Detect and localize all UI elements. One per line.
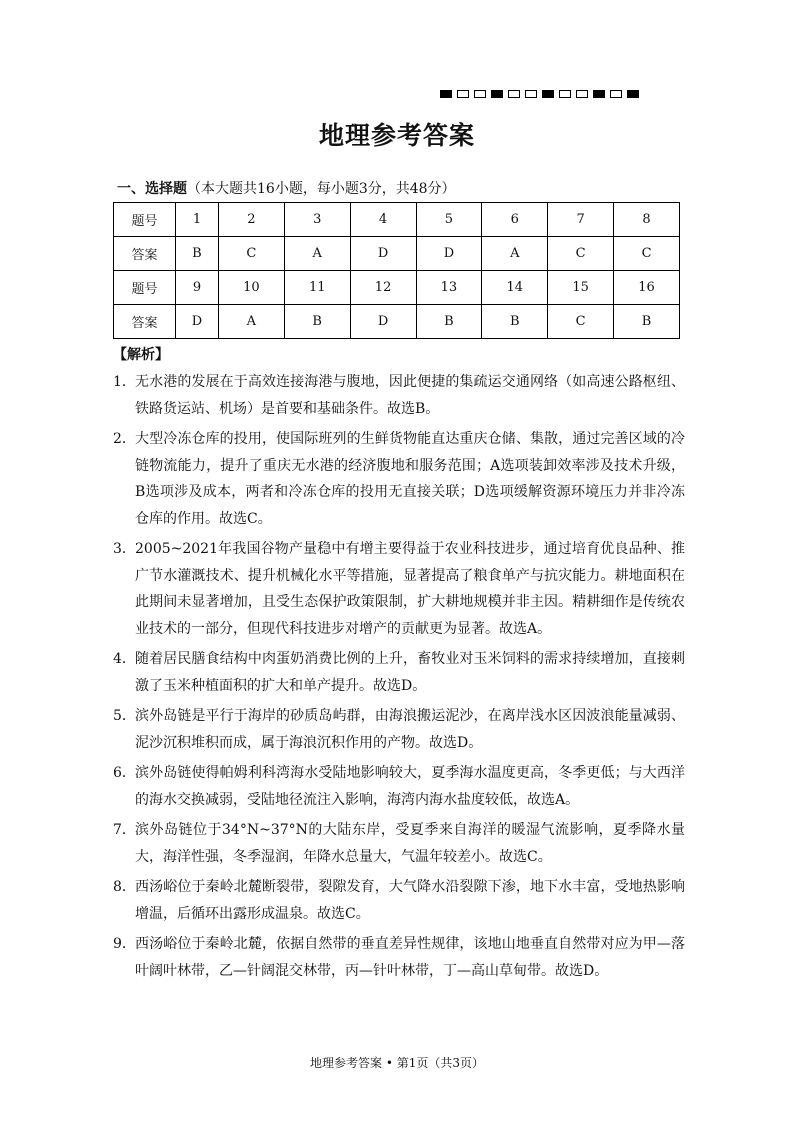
table-cell: 2 — [218, 203, 284, 237]
table-cell: 3 — [284, 203, 350, 237]
table-cell: B — [614, 305, 680, 339]
table-cell: 8 — [614, 203, 680, 237]
section-label: 一、选择题 — [117, 181, 187, 197]
hollow-square-mark — [474, 90, 486, 98]
table-cell: C — [548, 237, 614, 271]
table-cell: A — [284, 237, 350, 271]
filled-square-mark — [440, 90, 452, 98]
analysis-item — [113, 646, 685, 699]
item-text: 大型冷冻仓库的投用，使国际班列的生鲜货物能直达重庆仓储、集散，通过完善区域的冷链物流能力，提升了重庆无水港的经济腹地和服务范围；A选项装卸效率涉及技术升级，B选项涉及成本，两者和冷冻仓库的投用无直接关联；D选项缓解资源环境压力并非冷冻仓库的作用。故选C。 — [135, 431, 685, 527]
table-cell: 6 — [482, 203, 548, 237]
answer-table-body — [114, 203, 680, 339]
table-row — [114, 271, 680, 305]
item-number: 6． — [113, 765, 136, 781]
item-text: 随着居民膳食结构中肉蛋奶消费比例的上升，畜牧业对玉米饲料的需求持续增加，直接刺激了玉米种植面积的扩大和单产提升。故选D。 — [135, 651, 685, 694]
analysis-item — [113, 369, 685, 422]
filled-square-mark — [593, 90, 605, 98]
table-cell: D — [350, 237, 416, 271]
item-text: 无水港的发展在于高效连接海港与腹地，因此便捷的集疏运交通网络（如高速公路枢纽、铁路货运站、机场）是首要和基础条件。故选B。 — [135, 374, 685, 417]
table-cell: C — [614, 237, 680, 271]
table-cell: D — [416, 237, 482, 271]
header-marks — [440, 90, 639, 100]
analysis-list — [113, 369, 685, 988]
item-number: 1． — [113, 374, 136, 390]
table-cell: C — [548, 305, 614, 339]
item-text: 滨外岛链使得帕姆利科湾海水受陆地影响较大，夏季海水温度更高，冬季更低；与大西洋的海水交换减弱，受陆地径流注入影响，海湾内海水盐度较低，故选A。 — [135, 765, 685, 808]
filled-square-mark — [491, 90, 503, 98]
filled-square-mark — [627, 90, 639, 98]
hollow-square-mark — [457, 90, 469, 98]
table-cell: 11 — [284, 271, 350, 305]
item-number: 5． — [113, 708, 136, 724]
table-cell: 13 — [416, 271, 482, 305]
item-text: 西汤峪位于秦岭北麓，依据自然带的垂直差异性规律，该地山地垂直自然带对应为甲—落叶阔叶林带，乙—针阔混交林带，丙—针叶林带，丁—高山草甸带。故选D。 — [135, 936, 685, 979]
hollow-square-mark — [508, 90, 520, 98]
item-number: 9． — [113, 936, 136, 952]
row-header-cell: 题号 — [114, 203, 176, 237]
analysis-item — [113, 536, 685, 642]
answer-table — [113, 202, 680, 339]
item-number: 7． — [113, 822, 136, 838]
table-cell: 7 — [548, 203, 614, 237]
table-cell: 4 — [350, 203, 416, 237]
table-cell: 12 — [350, 271, 416, 305]
table-cell: 14 — [482, 271, 548, 305]
hollow-square-mark — [610, 90, 622, 98]
table-cell: 15 — [548, 271, 614, 305]
item-text: 滨外岛链位于34°N~37°N的大陆东岸，受夏季来自海洋的暖湿气流影响，夏季降水量大，海洋性强，冬季湿润，年降水总量大，气温年较差小。故选C。 — [135, 822, 685, 865]
section-heading — [117, 178, 456, 198]
table-cell: 10 — [218, 271, 284, 305]
hollow-square-mark — [525, 90, 537, 98]
item-number: 3． — [113, 541, 136, 557]
table-cell: 16 — [614, 271, 680, 305]
table-cell: 9 — [176, 271, 219, 305]
analysis-item — [113, 703, 685, 756]
row-header-cell: 题号 — [114, 271, 176, 305]
table-row — [114, 237, 680, 271]
table-cell: A — [482, 237, 548, 271]
table-cell: B — [416, 305, 482, 339]
table-cell: D — [176, 305, 219, 339]
table-cell: 5 — [416, 203, 482, 237]
hollow-square-mark — [576, 90, 588, 98]
analysis-item — [113, 817, 685, 870]
table-cell: B — [482, 305, 548, 339]
analysis-item — [113, 426, 685, 532]
item-number: 8． — [113, 879, 136, 895]
table-cell: B — [176, 237, 219, 271]
analysis-item — [113, 931, 685, 984]
table-cell: C — [218, 237, 284, 271]
page-title: 地理参考答案 — [318, 121, 475, 150]
analysis-item — [113, 760, 685, 813]
item-text: 滨外岛链是平行于海岸的砂质岛屿群，由海浪搬运泥沙，在离岸浅水区因波浪能量减弱、泥沙沉积堆积而成，属于海浪沉积作用的产物。故选D。 — [135, 708, 685, 751]
item-number: 4． — [113, 651, 136, 667]
table-row — [114, 203, 680, 237]
table-cell: D — [350, 305, 416, 339]
row-header-cell: 答案 — [114, 305, 176, 339]
item-text: 2005~2021年我国谷物产量稳中有增主要得益于农业科技进步，通过培育优良品种、推广节水灌溉技术、提升机械化水平等措施，显著提高了粮食单产与抗灾能力。耕地面积在此期间未显著增加，且受生态保护政策限制，扩大耕地规模并非主因。精耕细作是传统农业技术的一部分，但现代科技进步对增产的贡献更为显著。故选A。 — [135, 541, 685, 637]
table-cell: 1 — [176, 203, 219, 237]
analysis-heading: 【解析】 — [113, 347, 169, 363]
filled-square-mark — [542, 90, 554, 98]
section-note: （本大题共16小题，每小题3分，共48分） — [187, 181, 456, 197]
analysis-item — [113, 874, 685, 927]
item-number: 2． — [113, 431, 136, 447]
row-header-cell: 答案 — [114, 237, 176, 271]
table-cell: A — [218, 305, 284, 339]
page-footer: 地理参考答案 • 第1页（共3页） — [310, 1056, 484, 1070]
table-cell: B — [284, 305, 350, 339]
table-row — [114, 305, 680, 339]
hollow-square-mark — [559, 90, 571, 98]
item-text: 西汤峪位于秦岭北麓断裂带，裂隙发育，大气降水沿裂隙下渗，地下水丰富，受地热影响增温，后循环出露形成温泉。故选C。 — [135, 879, 685, 922]
